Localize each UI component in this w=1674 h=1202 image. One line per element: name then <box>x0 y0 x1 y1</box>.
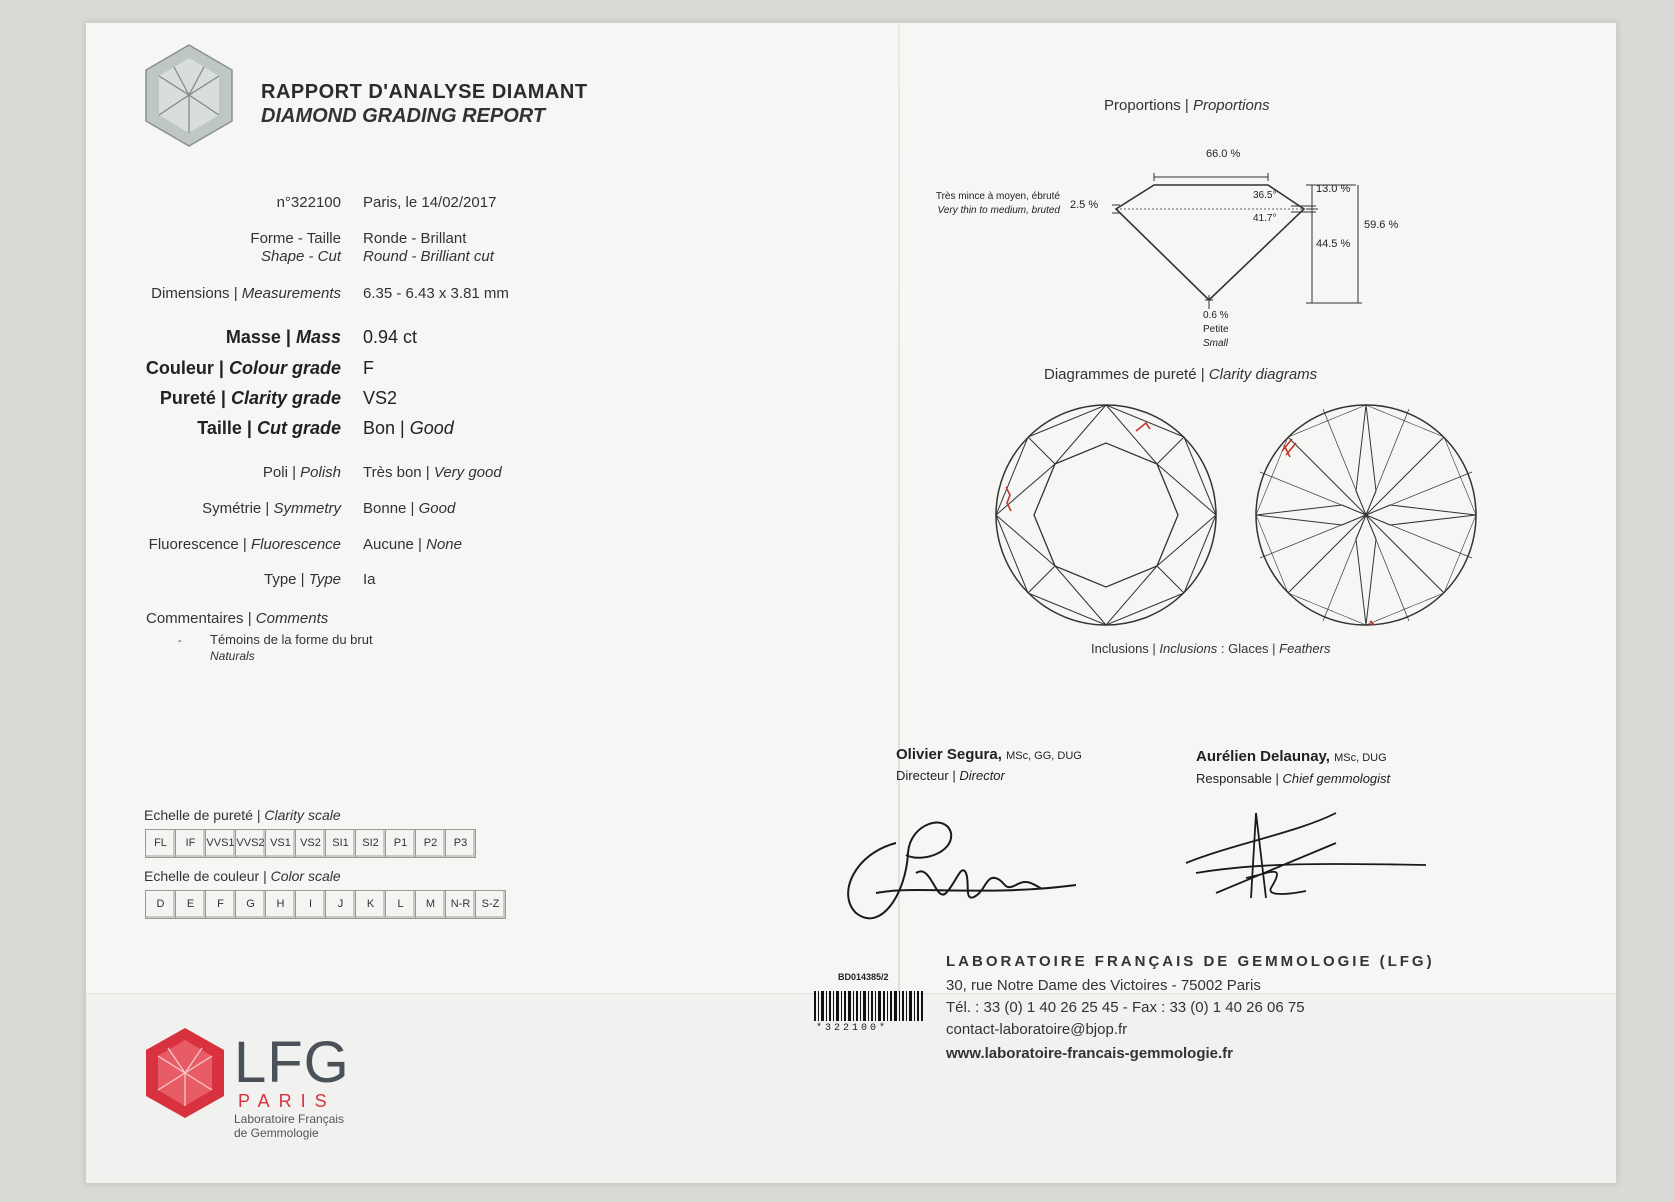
clarity-scale-cell: FL <box>145 829 176 858</box>
dimensions-label <box>151 285 341 302</box>
comments-label <box>146 610 328 627</box>
chief-role-fr: Responsable | <box>1196 771 1279 786</box>
polish-label-fr: Poli | <box>262 464 296 481</box>
report-place-date: Paris, le 14/02/2017 <box>363 194 497 211</box>
clarity-scale-cell: P3 <box>445 829 476 858</box>
polish-value-en: Very good <box>433 464 502 481</box>
clarity-label <box>160 388 341 409</box>
comments-label-fr: Commentaires | <box>146 610 252 627</box>
clarity-scale-cell: SI2 <box>355 829 386 858</box>
color-scale-cell: D <box>145 890 176 919</box>
clarity-diagrams-title-fr: Diagrammes de pureté | <box>1044 366 1205 383</box>
color-scale-cell: N-R <box>445 890 476 919</box>
inclusions-legend <box>1091 641 1330 656</box>
lab-website[interactable]: www.laboratoire-francais-gemmologie.fr <box>946 1045 1233 1062</box>
crown-height: 13.0 % <box>1316 183 1351 195</box>
symmetry-value <box>363 500 455 517</box>
clarity-scale-cell: VS1 <box>265 829 296 858</box>
clarity-label-fr: Pureté | <box>159 388 226 408</box>
color-scale-label <box>144 868 341 884</box>
type-label <box>264 571 341 588</box>
color-scale-cell: H <box>265 890 296 919</box>
shape-value-en: Round - Brilliant cut <box>363 248 494 265</box>
mass-value: 0.94 ct <box>363 327 418 347</box>
color-scale-cell: I <box>295 890 326 919</box>
colour-value: F <box>363 358 374 378</box>
clarity-scale-cell: VVS1 <box>205 829 236 858</box>
inclusions-legend-fr: Inclusions | <box>1091 641 1156 656</box>
fluorescence-label-fr: Fluorescence | <box>148 536 247 553</box>
report-number: n°322100 <box>276 194 341 211</box>
clarity-scale-cell: VS2 <box>295 829 326 858</box>
cut-label <box>197 418 341 439</box>
clarity-diagrams-title <box>1044 366 1317 383</box>
mass-label-en: Mass <box>295 327 341 347</box>
symmetry-value-en: Good <box>418 500 456 517</box>
symmetry-label-en: Symmetry <box>273 500 341 517</box>
report-title-fr: RAPPORT D'ANALYSE DIAMANT <box>261 81 588 103</box>
director-credentials: MSc, GG, DUG <box>1006 750 1082 762</box>
proportions-title-fr: Proportions | <box>1104 97 1189 114</box>
color-scale-cell: K <box>355 890 386 919</box>
colour-label-en: Colour grade <box>228 358 341 378</box>
director-name: Olivier Segura, <box>896 746 1002 763</box>
pavilion-view-diagram <box>1246 395 1486 635</box>
polish-label-en: Polish <box>300 464 341 481</box>
dimensions-label-en: Measurements <box>241 285 341 302</box>
girdle-percent: 2.5 % <box>1070 199 1099 211</box>
clarity-scale-label-en: Clarity scale <box>264 807 341 823</box>
comment-bullet: - <box>178 635 182 647</box>
director-role-fr: Directeur | <box>896 768 956 783</box>
chief-role-en: Chief gemmologist <box>1282 771 1391 786</box>
clarity-scale-cell: P1 <box>385 829 416 858</box>
total-depth: 59.6 % <box>1364 219 1399 231</box>
crown-angle: 36.5° <box>1253 190 1277 201</box>
cut-value <box>363 418 454 439</box>
color-scale-label-fr: Echelle de couleur | <box>144 868 267 884</box>
culet-fr: Petite <box>1203 324 1229 335</box>
clarity-scale-cell: IF <box>175 829 206 858</box>
type-label-en: Type <box>308 571 341 588</box>
clarity-scale-cell: VVS2 <box>235 829 266 858</box>
chief-name: Aurélien Delaunay, <box>1196 748 1330 765</box>
clarity-value: VS2 <box>363 388 398 408</box>
lab-phone: Tél. : 33 (0) 1 40 26 25 45 - Fax : 33 (0) 1 40 26 06 75 <box>946 999 1305 1016</box>
clarity-scale <box>146 829 476 858</box>
culet-en: Small <box>1203 338 1229 349</box>
clarity-label-en: Clarity grade <box>230 388 341 408</box>
fluorescence-label-en: Fluorescence <box>250 536 341 553</box>
proportions-title-en: Proportions <box>1192 97 1270 114</box>
crown-view-diagram <box>986 395 1226 635</box>
color-scale-cell: G <box>235 890 266 919</box>
symmetry-value-fr: Bonne | <box>363 500 415 517</box>
clarity-scale-cell: P2 <box>415 829 446 858</box>
fluorescence-value-en: None <box>426 536 462 553</box>
comments-label-en: Comments <box>255 610 329 627</box>
culet-percent: 0.6 % <box>1203 310 1229 321</box>
barcode-text: *322100* <box>816 1023 889 1034</box>
grading-report-sheet <box>85 22 1617 1184</box>
director-name-line <box>896 746 1082 763</box>
dimensions-value: 6.35 - 6.43 x 3.81 mm <box>363 285 509 302</box>
diamond-hexagon-logo-icon <box>144 43 234 148</box>
symmetry-label <box>202 500 341 517</box>
chief-name-line <box>1196 748 1387 765</box>
color-scale-cell: M <box>415 890 446 919</box>
fluorescence-value-fr: Aucune | <box>363 536 422 553</box>
dimensions-label-fr: Dimensions | <box>151 285 238 302</box>
fluorescence-value <box>363 536 462 553</box>
girdle-desc-fr: Très mince à moyen, ébruté <box>935 191 1060 202</box>
cut-value-en: Good <box>409 418 454 438</box>
report-title-en: DIAMOND GRADING REPORT <box>261 105 546 127</box>
inclusions-legend-en: Inclusions <box>1159 641 1218 656</box>
lab-address: 30, rue Notre Dame des Victoires - 75002 Paris <box>946 977 1261 994</box>
lfg-logo-text: LFG <box>234 1030 350 1095</box>
clarity-scale-label-fr: Echelle de pureté | <box>144 807 261 823</box>
cut-value-fr: Bon | <box>363 418 405 438</box>
chief-signature-icon <box>1176 803 1436 913</box>
polish-value-fr: Très bon | <box>363 464 430 481</box>
cut-label-fr: Taille | <box>197 418 252 438</box>
shape-value-fr: Ronde - Brillant <box>363 230 467 247</box>
polish-value <box>363 464 502 481</box>
director-role <box>896 768 1005 783</box>
comment-fr: Témoins de la forme du brut <box>210 632 373 647</box>
lfg-logo-sub1: Laboratoire Français <box>234 1112 345 1126</box>
clarity-scale-label <box>144 807 341 823</box>
clarity-diagrams-title-en: Clarity diagrams <box>1208 366 1318 383</box>
lfg-logo-sub2: de Gemmologie <box>234 1126 319 1140</box>
girdle-desc-en: Very thin to medium, bruted <box>937 205 1060 216</box>
mass-label-fr: Masse | <box>225 327 291 347</box>
color-scale-label-en: Color scale <box>270 868 341 884</box>
chief-role <box>1196 771 1390 786</box>
pavilion-angle: 41.7° <box>1253 213 1277 224</box>
table-percent: 66.0 % <box>1206 148 1241 160</box>
color-scale-cell: L <box>385 890 416 919</box>
symmetry-label-fr: Symétrie | <box>202 500 270 517</box>
director-role-en: Director <box>959 768 1005 783</box>
lfg-hexagon-logo-icon <box>144 1026 226 1121</box>
inclusions-type-fr: : Glaces | <box>1220 641 1276 656</box>
colour-label <box>146 358 341 379</box>
lab-name: LABORATOIRE FRANÇAIS DE GEMMOLOGIE (LFG) <box>946 953 1435 970</box>
color-scale-cell: J <box>325 890 356 919</box>
shape-label-fr: Forme - Taille <box>250 230 341 247</box>
color-scale-cell: E <box>175 890 206 919</box>
chief-credentials: MSc, DUG <box>1334 752 1387 764</box>
color-scale-cell: S-Z <box>475 890 506 919</box>
document-code: BD014385/2 <box>838 972 889 982</box>
fluorescence-label <box>149 536 341 553</box>
comment-en: Naturals <box>210 649 255 663</box>
lab-email[interactable]: contact-laboratoire@bjop.fr <box>946 1021 1128 1038</box>
type-label-fr: Type | <box>264 571 305 588</box>
color-scale-cell: F <box>205 890 236 919</box>
mass-label <box>226 327 341 348</box>
director-signature-icon <box>836 793 1086 933</box>
pavilion-depth: 44.5 % <box>1316 238 1351 250</box>
color-scale <box>146 890 506 919</box>
shape-label-en: Shape - Cut <box>260 248 341 265</box>
inclusions-type-en: Feathers <box>1279 641 1331 656</box>
proportions-title <box>1104 97 1270 114</box>
colour-label-fr: Couleur | <box>145 358 224 378</box>
clarity-scale-cell: SI1 <box>325 829 356 858</box>
cut-label-en: Cut grade <box>256 418 341 438</box>
polish-label <box>263 464 341 481</box>
barcode-icon <box>814 991 924 1021</box>
type-value: Ia <box>363 571 376 588</box>
lfg-logo-city: PARIS <box>238 1091 336 1111</box>
